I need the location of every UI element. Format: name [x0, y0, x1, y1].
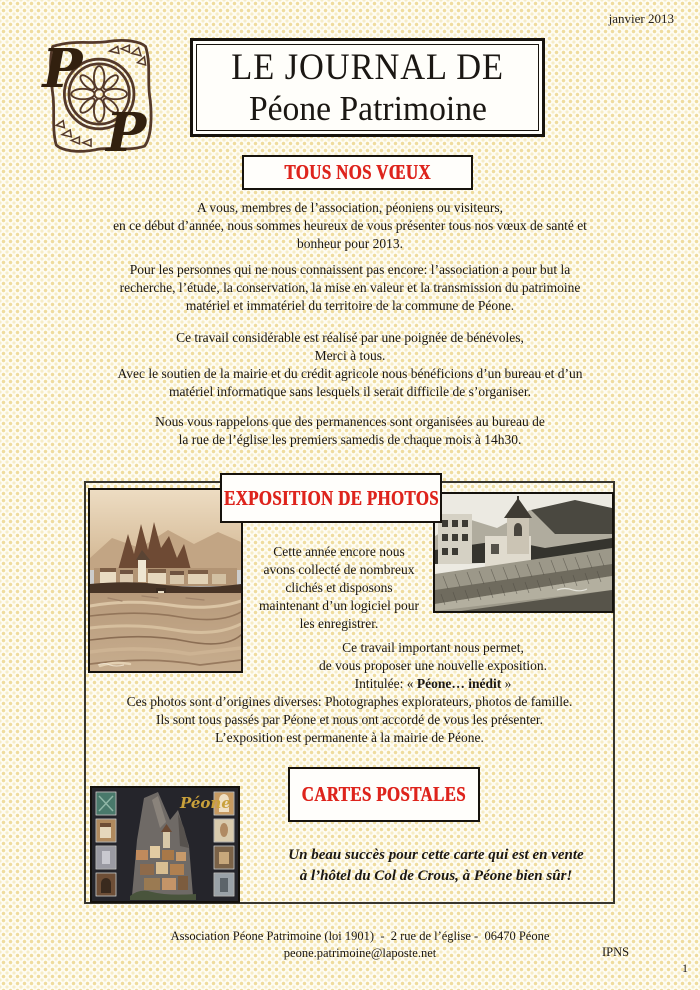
- postcard-drawing: [92, 788, 238, 901]
- body-line: la rue de l’église les premiers samedis de chaque mois à 14h30.: [178, 432, 522, 447]
- body-line: recherche, l’étude, la conservation, la mise en valeur et la transmission du patrimoine: [119, 280, 581, 295]
- postcard-title-text: Péone: [180, 794, 231, 812]
- body-line: en ce début d’année, nous sommes heureux de vous présenter tous nos vœux de santé et: [113, 218, 587, 233]
- body-line: avons collecté de nombreux: [263, 562, 415, 577]
- exposition-heading: EXPOSITION DE PHOTOS: [223, 485, 439, 510]
- footer-address-line: Association Péone Patrimoine (loi 1901) - 2 rue de l’église - 06470 Péone: [170, 929, 550, 943]
- rooftops-church-photo: [433, 492, 614, 613]
- body-line: Ces photos sont d’origines diverses: Photographes explorateurs, photos de famille.: [126, 694, 573, 709]
- body-line: Pour les personnes qui ne nous connaissent pas encore: l’association a pour but la: [129, 262, 571, 277]
- body-line: matériel et immatériel du territoire de la commune de Péone.: [185, 298, 515, 313]
- body-line: Ce travail important nous permet,: [342, 640, 524, 655]
- journal-title-line2: Péone Patrimoine: [248, 88, 487, 128]
- body-line: les enregistrer.: [299, 616, 379, 631]
- exposition-mid-text: [250, 639, 616, 693]
- voeux-heading: TOUS NOS VŒUX: [284, 160, 431, 184]
- cartes-heading-box: [288, 767, 480, 822]
- voeux-paragraph-2: [30, 261, 670, 315]
- body-line: maintenant d’un logiciel pour: [258, 598, 420, 613]
- body-line: matériel informatique sans lesquels il serait difficile de s’organiser.: [168, 384, 532, 399]
- voeux-paragraph-3: [30, 329, 670, 401]
- voeux-paragraph-1: [30, 199, 670, 253]
- cartes-heading: CARTES POSTALES: [301, 782, 467, 806]
- sepia-photo-drawing: [90, 490, 241, 671]
- body-line: Ce travail considérable est réalisé par une poignée de bénévoles,: [176, 330, 524, 345]
- association-emblem-logo: [40, 35, 156, 153]
- body-line: Cette année encore nous: [273, 544, 405, 559]
- body-line: Merci à tous.: [314, 348, 386, 363]
- bw-photo-drawing: [435, 494, 612, 611]
- voeux-heading-box: [242, 155, 473, 190]
- body-line: bonheur pour 2013.: [296, 236, 404, 251]
- masthead-title-box: [190, 38, 545, 137]
- body-line: de vous proposer une nouvelle exposition.: [319, 658, 547, 673]
- body-line: Ils sont tous passés par Péone et nous ont accordé de vous les présenter.: [156, 712, 543, 727]
- body-line: Nous vous rappelons que des permanences sont organisées au bureau de: [155, 414, 545, 429]
- body-line: Un beau succès pour cette carte qui est en vente: [288, 847, 584, 863]
- exposition-title-close: »: [501, 676, 512, 691]
- voeux-paragraph-4: [30, 413, 670, 449]
- body-line: clichés et disposons: [285, 580, 393, 595]
- exposition-detail-text: [86, 693, 613, 747]
- body-line: L’exposition est permanente à la mairie de Péone.: [215, 730, 484, 745]
- exposition-intro-text: [246, 543, 432, 633]
- logo-letter-p-top: P: [42, 37, 83, 101]
- body-line: Avec le soutien de la mairie et du crédit agricole nous bénéficions d’un bureau et d’un: [117, 366, 583, 381]
- logo-letter-p-bottom: P: [106, 100, 147, 153]
- page-number: 1: [682, 961, 688, 975]
- exposition-title-line: [250, 675, 616, 693]
- issue-date: janvier 2013: [608, 11, 674, 26]
- exposition-title-label: Intitulée: «: [354, 676, 417, 691]
- peone-postcard-photo: [90, 786, 240, 903]
- footer: [20, 928, 700, 962]
- emblem-drawing-icon: [40, 35, 156, 153]
- exposition-title-name: Péone… inédit: [416, 676, 502, 691]
- ipns-label: IPNS: [602, 945, 630, 959]
- cartes-text: [252, 845, 620, 887]
- footer-email: peone.patrimoine@laposte.net: [283, 946, 437, 960]
- body-line: A vous, membres de l’association, péoniens ou visiteurs,: [197, 200, 503, 215]
- body-line: à l’hôtel du Col de Crous, à Péone bien sûr!: [299, 868, 573, 884]
- journal-title-line1: LE JOURNAL DE: [231, 46, 504, 88]
- exposition-heading-box: [220, 473, 442, 523]
